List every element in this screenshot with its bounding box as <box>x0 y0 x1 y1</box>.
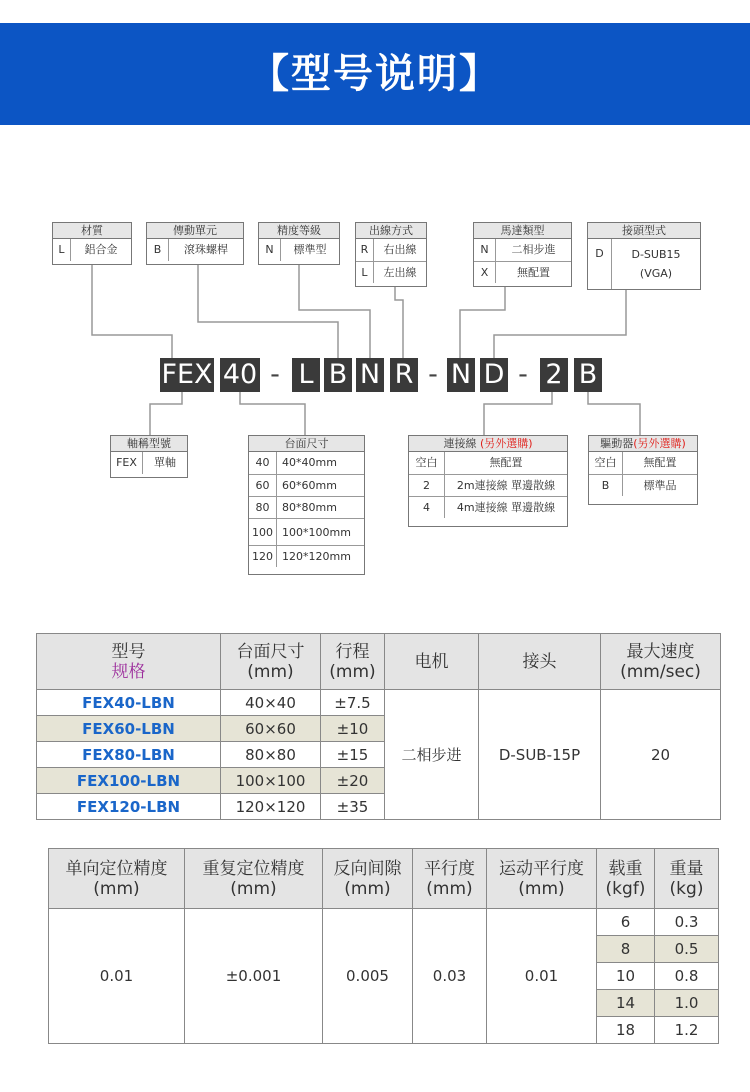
axis-model-box <box>110 435 188 478</box>
precision-header: 重复定位精度 (mm) <box>185 849 323 909</box>
spec-stroke: ±35 <box>321 794 385 820</box>
spec-model: FEX100-LBN <box>37 768 221 794</box>
spec-stroke: ±7.5 <box>321 690 385 716</box>
spec-header-speed: 最大速度 (mm/sec) <box>601 634 721 690</box>
table-size-key: 100 <box>249 519 277 545</box>
connector-type-key: D <box>588 239 612 289</box>
precision-load: 18 <box>597 1017 655 1044</box>
precision-weight: 1.0 <box>655 990 719 1017</box>
cable-header-note: (另外選購) <box>479 437 533 450</box>
precision-header: 运动平行度 (mm) <box>487 849 597 909</box>
material-value: 鋁合金 <box>84 243 118 256</box>
spec-stroke: ±15 <box>321 742 385 768</box>
cable-key: 空白 <box>409 452 445 474</box>
cable-value: 無配置 <box>489 456 523 469</box>
table-size-key: 60 <box>249 475 277 496</box>
table-size-box <box>248 435 365 575</box>
cable-key: 2 <box>409 475 445 496</box>
precision-weight: 0.5 <box>655 936 719 963</box>
spec-stroke: ±20 <box>321 768 385 794</box>
precision-backlash: 0.005 <box>323 909 413 1044</box>
precision-header: 反向间隙 (mm) <box>323 849 413 909</box>
code-token-series: FEX <box>161 359 213 390</box>
code-token-dash-3: - <box>518 359 528 390</box>
precision-single: 0.01 <box>49 909 185 1044</box>
outlet-value-r: 右出線 <box>383 243 417 256</box>
precision-weight: 0.3 <box>655 909 719 936</box>
table-row <box>37 690 721 716</box>
cable-value: 2m連接線 單邊散線 <box>456 479 556 492</box>
connector-type-value-line2: (VGA) <box>639 267 673 280</box>
spec-header-stroke: 行程 (mm) <box>321 634 385 690</box>
material-key: L <box>53 239 71 261</box>
table-size-value: 60*60mm <box>282 479 337 492</box>
precision-load: 8 <box>597 936 655 963</box>
table-size-value: 120*120mm <box>282 550 351 563</box>
precision-grade-key: N <box>259 239 281 261</box>
precision-parallel: 0.03 <box>413 909 487 1044</box>
outlet-header: 出線方式 <box>356 223 426 239</box>
drive-value: 滾珠螺桿 <box>184 243 228 256</box>
spec-size: 60×60 <box>221 716 321 742</box>
spec-model: FEX60-LBN <box>37 716 221 742</box>
cable-value: 4m連接線 單邊散線 <box>456 501 556 514</box>
outlet-box <box>355 222 427 287</box>
code-token-outlet: R <box>390 358 418 392</box>
code-token-motor: N <box>447 358 475 392</box>
cable-header: 連接線 <box>443 437 477 450</box>
precision-load: 10 <box>597 963 655 990</box>
motor-type-key-x: X <box>474 262 496 283</box>
precision-header: 重量 (kg) <box>655 849 719 909</box>
table-size-value: 100*100mm <box>282 526 351 539</box>
spec-size: 80×80 <box>221 742 321 768</box>
cable-box <box>408 435 568 527</box>
axis-model-header: 軸稱型號 <box>111 436 187 452</box>
spec-motor: 二相步进 <box>385 690 479 820</box>
page-title: 【型号说明】 <box>249 51 501 97</box>
spec-size: 100×100 <box>221 768 321 794</box>
outlet-key-r: R <box>356 239 374 261</box>
table-size-key: 40 <box>249 452 277 474</box>
spec-size: 120×120 <box>221 794 321 820</box>
code-token-driver: B <box>574 358 602 392</box>
outlet-key-l: L <box>356 262 374 283</box>
table-size-value: 40*40mm <box>282 456 337 469</box>
spec-connector: D-SUB-15P <box>479 690 601 820</box>
driver-header: 驅動器 <box>600 437 634 450</box>
spec-header-model-sub: 规格 <box>111 661 146 682</box>
spec-model: FEX120-LBN <box>37 794 221 820</box>
precision-load: 14 <box>597 990 655 1017</box>
driver-value: 無配置 <box>643 456 677 469</box>
drive-key: B <box>147 239 169 261</box>
axis-model-value: 單軸 <box>154 456 176 469</box>
precision-grade-value: 標準型 <box>293 243 327 256</box>
code-token-cable: 2 <box>540 358 568 392</box>
precision-weight: 0.8 <box>655 963 719 990</box>
spec-table <box>36 633 721 820</box>
motor-type-box <box>473 222 572 287</box>
drive-box <box>146 222 244 265</box>
driver-key: B <box>589 475 623 496</box>
table-size-value: 80*80mm <box>282 501 337 514</box>
spec-header-model: 型号 规格 <box>37 634 221 690</box>
spec-model: FEX40-LBN <box>37 690 221 716</box>
precision-repeat: ±0.001 <box>185 909 323 1044</box>
motor-type-value-n: 二相步進 <box>511 243 556 256</box>
outlet-value-l: 左出線 <box>383 266 417 279</box>
precision-grade-header: 精度等級 <box>259 223 339 239</box>
table-size-key: 120 <box>249 546 277 567</box>
connector-type-header: 接頭型式 <box>588 223 700 239</box>
precision-header: 平行度 (mm) <box>413 849 487 909</box>
code-token-drive: B <box>324 358 352 392</box>
table-size-key: 80 <box>249 497 277 518</box>
table-row <box>49 909 719 936</box>
spec-header-connector: 接头 <box>479 634 601 690</box>
motor-type-value-x: 無配置 <box>517 266 550 279</box>
axis-model-key: FEX <box>111 452 143 474</box>
code-token-material: L <box>292 358 320 392</box>
precision-grade-box <box>258 222 340 265</box>
code-token-dash-1: - <box>270 359 280 390</box>
motor-type-key-n: N <box>474 239 496 261</box>
spec-header-motor: 电机 <box>385 634 479 690</box>
code-token-dash-2: - <box>428 359 438 390</box>
connector-type-box <box>587 222 701 290</box>
spec-model: FEX80-LBN <box>37 742 221 768</box>
spec-stroke: ±10 <box>321 716 385 742</box>
table-size-header: 台面尺寸 <box>249 436 364 452</box>
precision-header: 单向定位精度 (mm) <box>49 849 185 909</box>
motor-type-header: 馬達類型 <box>474 223 571 239</box>
material-box <box>52 222 132 265</box>
precision-header: 载重 (kgf) <box>597 849 655 909</box>
drive-header: 傳動單元 <box>147 223 243 239</box>
precision-motion-parallel: 0.01 <box>487 909 597 1044</box>
material-header: 材質 <box>53 223 131 239</box>
code-token-connector: D <box>480 358 508 392</box>
precision-weight: 1.2 <box>655 1017 719 1044</box>
spec-speed: 20 <box>601 690 721 820</box>
driver-key: 空白 <box>589 452 623 474</box>
code-token-size: 40 <box>220 358 260 392</box>
cable-key: 4 <box>409 497 445 518</box>
precision-load: 6 <box>597 909 655 936</box>
spec-size: 40×40 <box>221 690 321 716</box>
code-token-precision: N <box>356 358 384 392</box>
connector-type-value-line1: D-SUB15 <box>631 248 681 261</box>
driver-value: 標準品 <box>643 479 677 492</box>
driver-box <box>588 435 698 505</box>
precision-table <box>48 848 719 1044</box>
spec-header-size: 台面尺寸 (mm) <box>221 634 321 690</box>
driver-header-note: (另外選購) <box>633 437 686 450</box>
